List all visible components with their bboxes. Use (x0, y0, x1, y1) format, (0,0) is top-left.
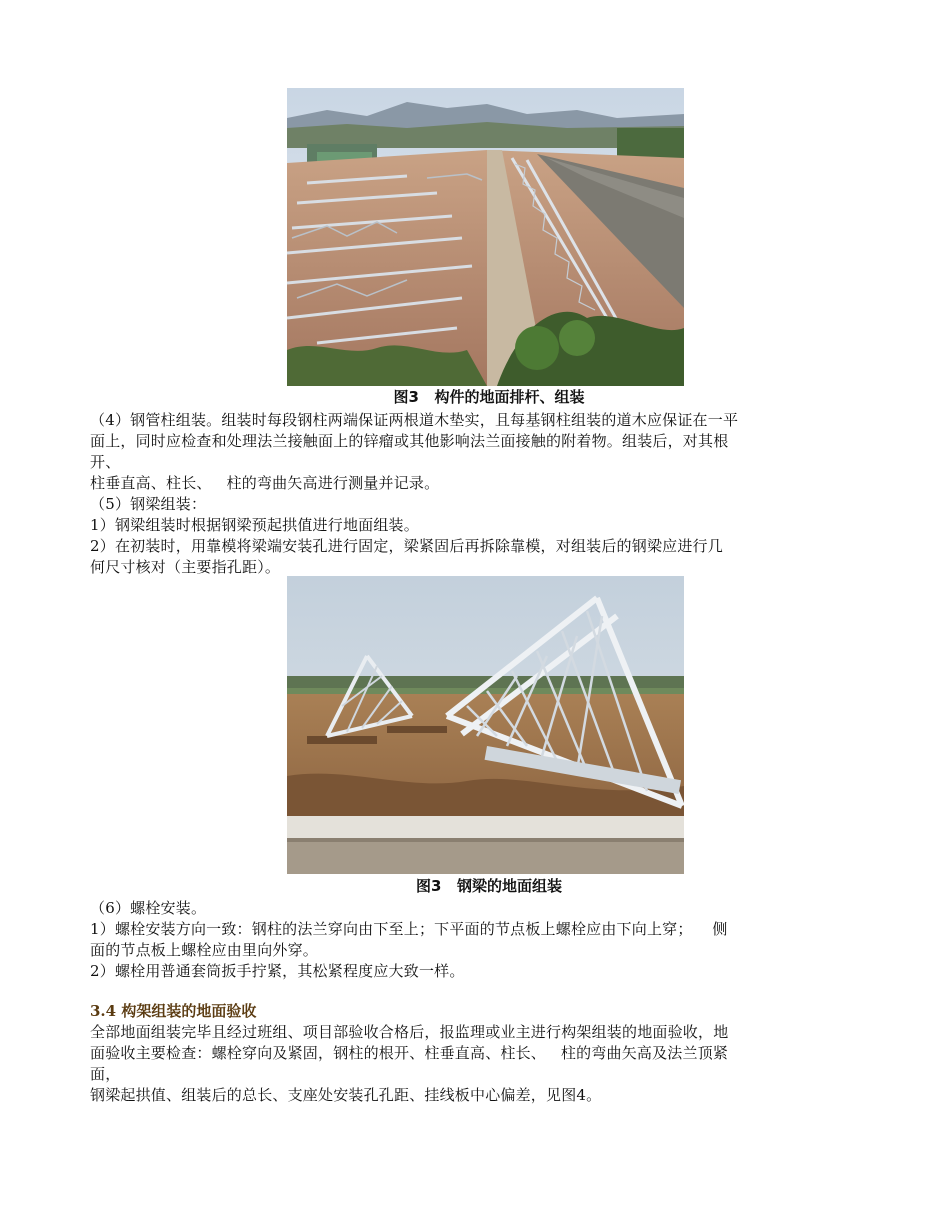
paragraph-line: 柱垂直高、柱长、 柱的弯曲矢高进行测量并记录。 (90, 474, 440, 492)
paragraph-line: （4）钢管柱组装。组装时每段钢柱两端保证两根道木垫实，且每基钢柱组装的道木应保证在一平 (90, 411, 739, 429)
paragraph-line: 2）螺栓用普通套筒扳手拧紧，其松紧程度应大致一样。 (90, 962, 465, 980)
paragraph-line: （6）螺栓安装。 (90, 899, 207, 917)
figure-1-caption: 图3 构件的地面排杆、组装 (393, 388, 585, 406)
paragraph-line: （5）钢梁组装： (90, 495, 207, 513)
paragraph-line: 面验收主要检查：螺栓穿向及紧固，钢柱的根开、柱垂直高、柱长、 柱的弯曲矢高及法兰顶紧 (90, 1044, 729, 1062)
paragraph-line: 2）在初装时，用靠模将梁端安装孔进行固定，梁紧固后再拆除靠模，对组装后的钢梁应进行几 (90, 537, 723, 555)
section-heading: 3.4 构架组装的地面验收 (90, 1002, 257, 1020)
paragraph-line: 钢梁起拱值、组装后的总长、支座处安装孔孔距、挂线板中心偏差，见图4。 (90, 1086, 602, 1104)
paragraph-line: 面上，同时应检查和处理法兰接触面上的锌瘤或其他影响法兰面接触的附着物。组装后，对其根 (90, 432, 729, 450)
paragraph-line: 面， (90, 1065, 121, 1083)
paragraph-line: 1）钢梁组装时根据钢梁预起拱值进行地面组装。 (90, 516, 419, 534)
paragraph-line: 全部地面组装完毕且经过班组、项目部验收合格后，报监理或业主进行构架组装的地面验收，地 (90, 1023, 729, 1041)
figure-2-caption: 图3 钢梁的地面组装 (415, 877, 563, 895)
paragraph-line: 何尺寸核对（主要指孔距）。 (90, 558, 281, 576)
figure-2-photo (287, 576, 684, 874)
paragraph-line: 开、 (90, 453, 121, 471)
paragraph-line: 面的节点板上螺栓应由里向外穿。 (90, 941, 319, 959)
paragraph-line: 1）螺栓安装方向一致：钢柱的法兰穿向由下至上；下平面的节点板上螺栓应由下向上穿； 侧 (90, 920, 728, 938)
figure-1-photo (287, 88, 684, 386)
